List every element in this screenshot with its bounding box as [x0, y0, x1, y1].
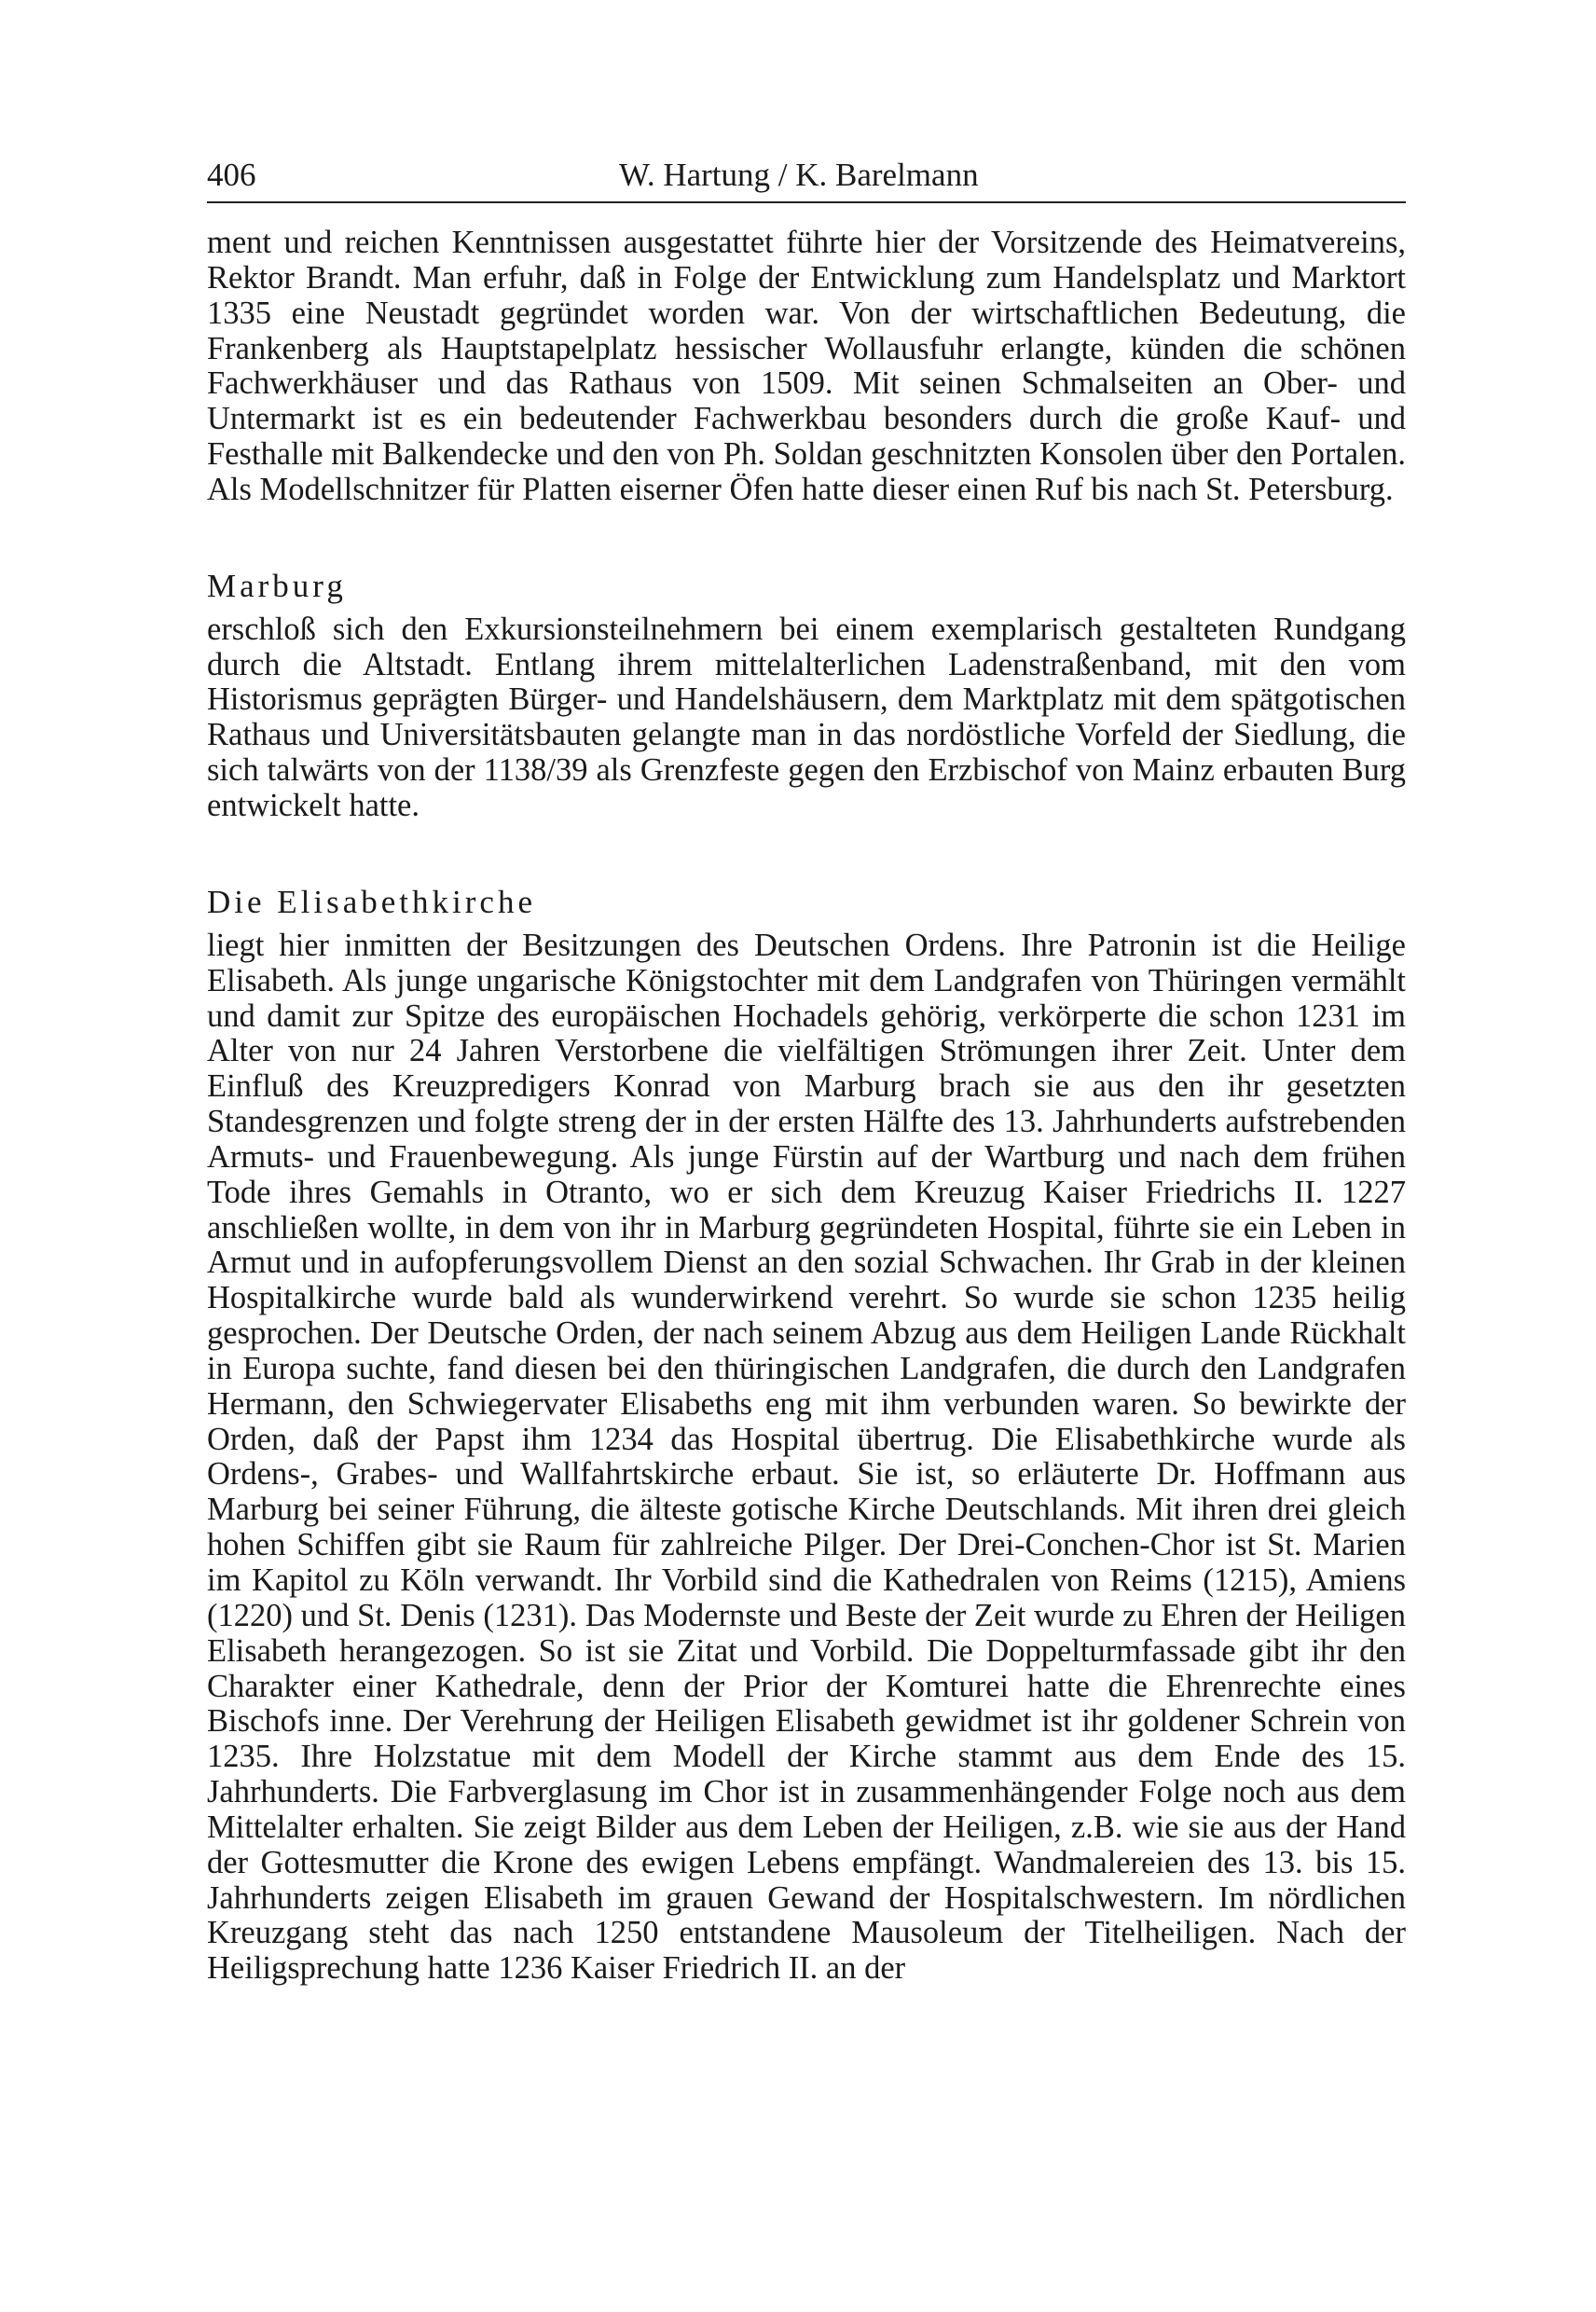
elisabethkirche-paragraph: liegt hier inmitten der Besitzungen des Deutschen Ordens. Ihre Patronin ist die Heilige Elisabeth. Als junge ungarische Königstochter mit dem Landgrafen von Thüringen vermählt und damit zur Spitze des europäischen Hochadels gehörig, verkörperte die schon 1231 im Alter von nur 24 Jahren Verstorbene die vielfältigen Strömungen ihrer Zeit. Unter dem Einfluß des Kreuzpredigers Konrad von Marburg brach sie aus den ihr gesetzten Standesgrenzen und folgte streng der in der ersten Hälfte des 13. Jahrhunderts aufstrebenden Armuts- und Frauenbewegung. Als junge Fürstin auf der Wartburg und nach dem frühen Tode ihres Gemahls in Otranto, wo er sich dem Kreuzug Kaiser Friedrichs II. 1227 anschließen wollte, in dem von ihr in Marburg gegründeten Hospital, führte sie ein Leben in Armut und in aufopferungsvollem Dienst an den sozial Schwachen. Ihr Grab in der kleinen Hospitalkirche wurde bald als wunderwirkend verehrt. So wurde sie schon 1235 heilig gesprochen. Der Deutsche Orden, der nach seinem Abzug aus dem Heiligen Lande Rückhalt in Europa suchte, fand diesen bei den thüringischen Landgrafen, die durch den Landgrafen Hermann, den Schwiegervater Elisabeths eng mit ihm verbunden waren. So bewirkte der Orden, daß der Papst ihm 1234 das Hospital übertrug. Die Elisabethkirche wurde als Ordens-, Grabes- und Wallfahrtskirche erbaut. Sie ist, so erläuterte Dr. Hoffmann aus Marburg bei seiner Führung, die älteste gotische Kirche Deutschlands. Mit ihren drei gleich hohen Schiffen gibt sie Raum für zahlreiche Pilger. Der Drei-Conchen-Chor ist St. Marien im Kapitol zu Köln verwandt. Ihr Vorbild sind die Kathedralen von Reims (1215), Amiens (1220) und St. Denis (1231). Das Modernste und Beste der Zeit wurde zu Ehren der Heiligen Elisabeth herangezogen. So ist sie Zitat und Vorbild. Die Doppelturmfassade gibt ihr den Charakter einer Kathedrale, denn der Prior der Komturei hatte die Ehrenrechte eines Bischofs inne. Der Verehrung der Heiligen Elisabeth gewidmet ist ihr goldener Schrein von 1235. Ihre Holzstatue mit dem Modell der Kirche stammt aus dem Ende des 15. Jahrhunderts. Die Farbverglasung im Chor ist in zusammenhängender Folge noch aus dem Mittelalter erhalten. Sie zeigt Bilder aus dem Leben der Heiligen, z.B. wie sie aus der Hand der Gottesmutter die Krone des ewigen Lebens empfängt. Wandmalereien des 13. bis 15. Jahrhunderts zeigen Elisabeth im grauen Gewand der Hospitalschwestern. Im nördlichen Kreuzgang steht das nach 1250 entstandene Mausoleum der Titelheiligen. Nach der Heiligsprechung hatte 1236 Kaiser Friedrich II. an der [207, 927, 1406, 1987]
intro-paragraph: ment und reichen Kenntnissen ausgestattet führte hier der Vorsitzende des Heimatvereins, Rektor Brandt. Man erfuhr, daß in Folge der Entwicklung zum Handelsplatz und Marktort 1335 eine Neustadt gegründet worden war. Von der wirtschaftlichen Bedeutung, die Frankenberg als Hauptstapelplatz hessischer Wollausfuhr erlangte, künden die schönen Fachwerkhäuser und das Rathaus von 1509. Mit seinen Schmalseiten an Ober- und Untermarkt ist es ein bedeutender Fachwerkbau besonders durch die große Kauf- und Festhalle mit Balkendecke und den von Ph. Soldan geschnitzten Konsolen über den Portalen. Als Modellschnitzer für Platten eiserner Öfen hatte dieser einen Ruf bis nach St. Petersburg. [207, 225, 1406, 507]
section-heading-elisabethkirche: Die Elisabethkirche [207, 883, 536, 920]
section-heading-marburg: Marburg [207, 567, 347, 604]
running-header-authors: W. Hartung / K. Barelmann [619, 157, 979, 193]
marburg-paragraph: erschloß sich den Exkursionsteilnehmern bei einem exemplarisch gestalteten Rundgang durch die Altstadt. Entlang ihrem mittelalterlichen Ladenstraßenband, mit den vom Historismus geprägten Bürger- und Handelshäusern, dem Marktplatz mit dem spätgotischen Rathaus und Universitätsbauten gelangte man in das nordöstliche Vorfeld der Siedlung, die sich talwärts von der 1138/39 als Grenzfeste gegen den Erzbischof von Mainz erbauten Burg entwickelt hatte. [207, 611, 1406, 823]
document-page [207, 149, 1406, 1987]
running-header [207, 149, 1406, 203]
page-number: 406 [207, 157, 256, 193]
